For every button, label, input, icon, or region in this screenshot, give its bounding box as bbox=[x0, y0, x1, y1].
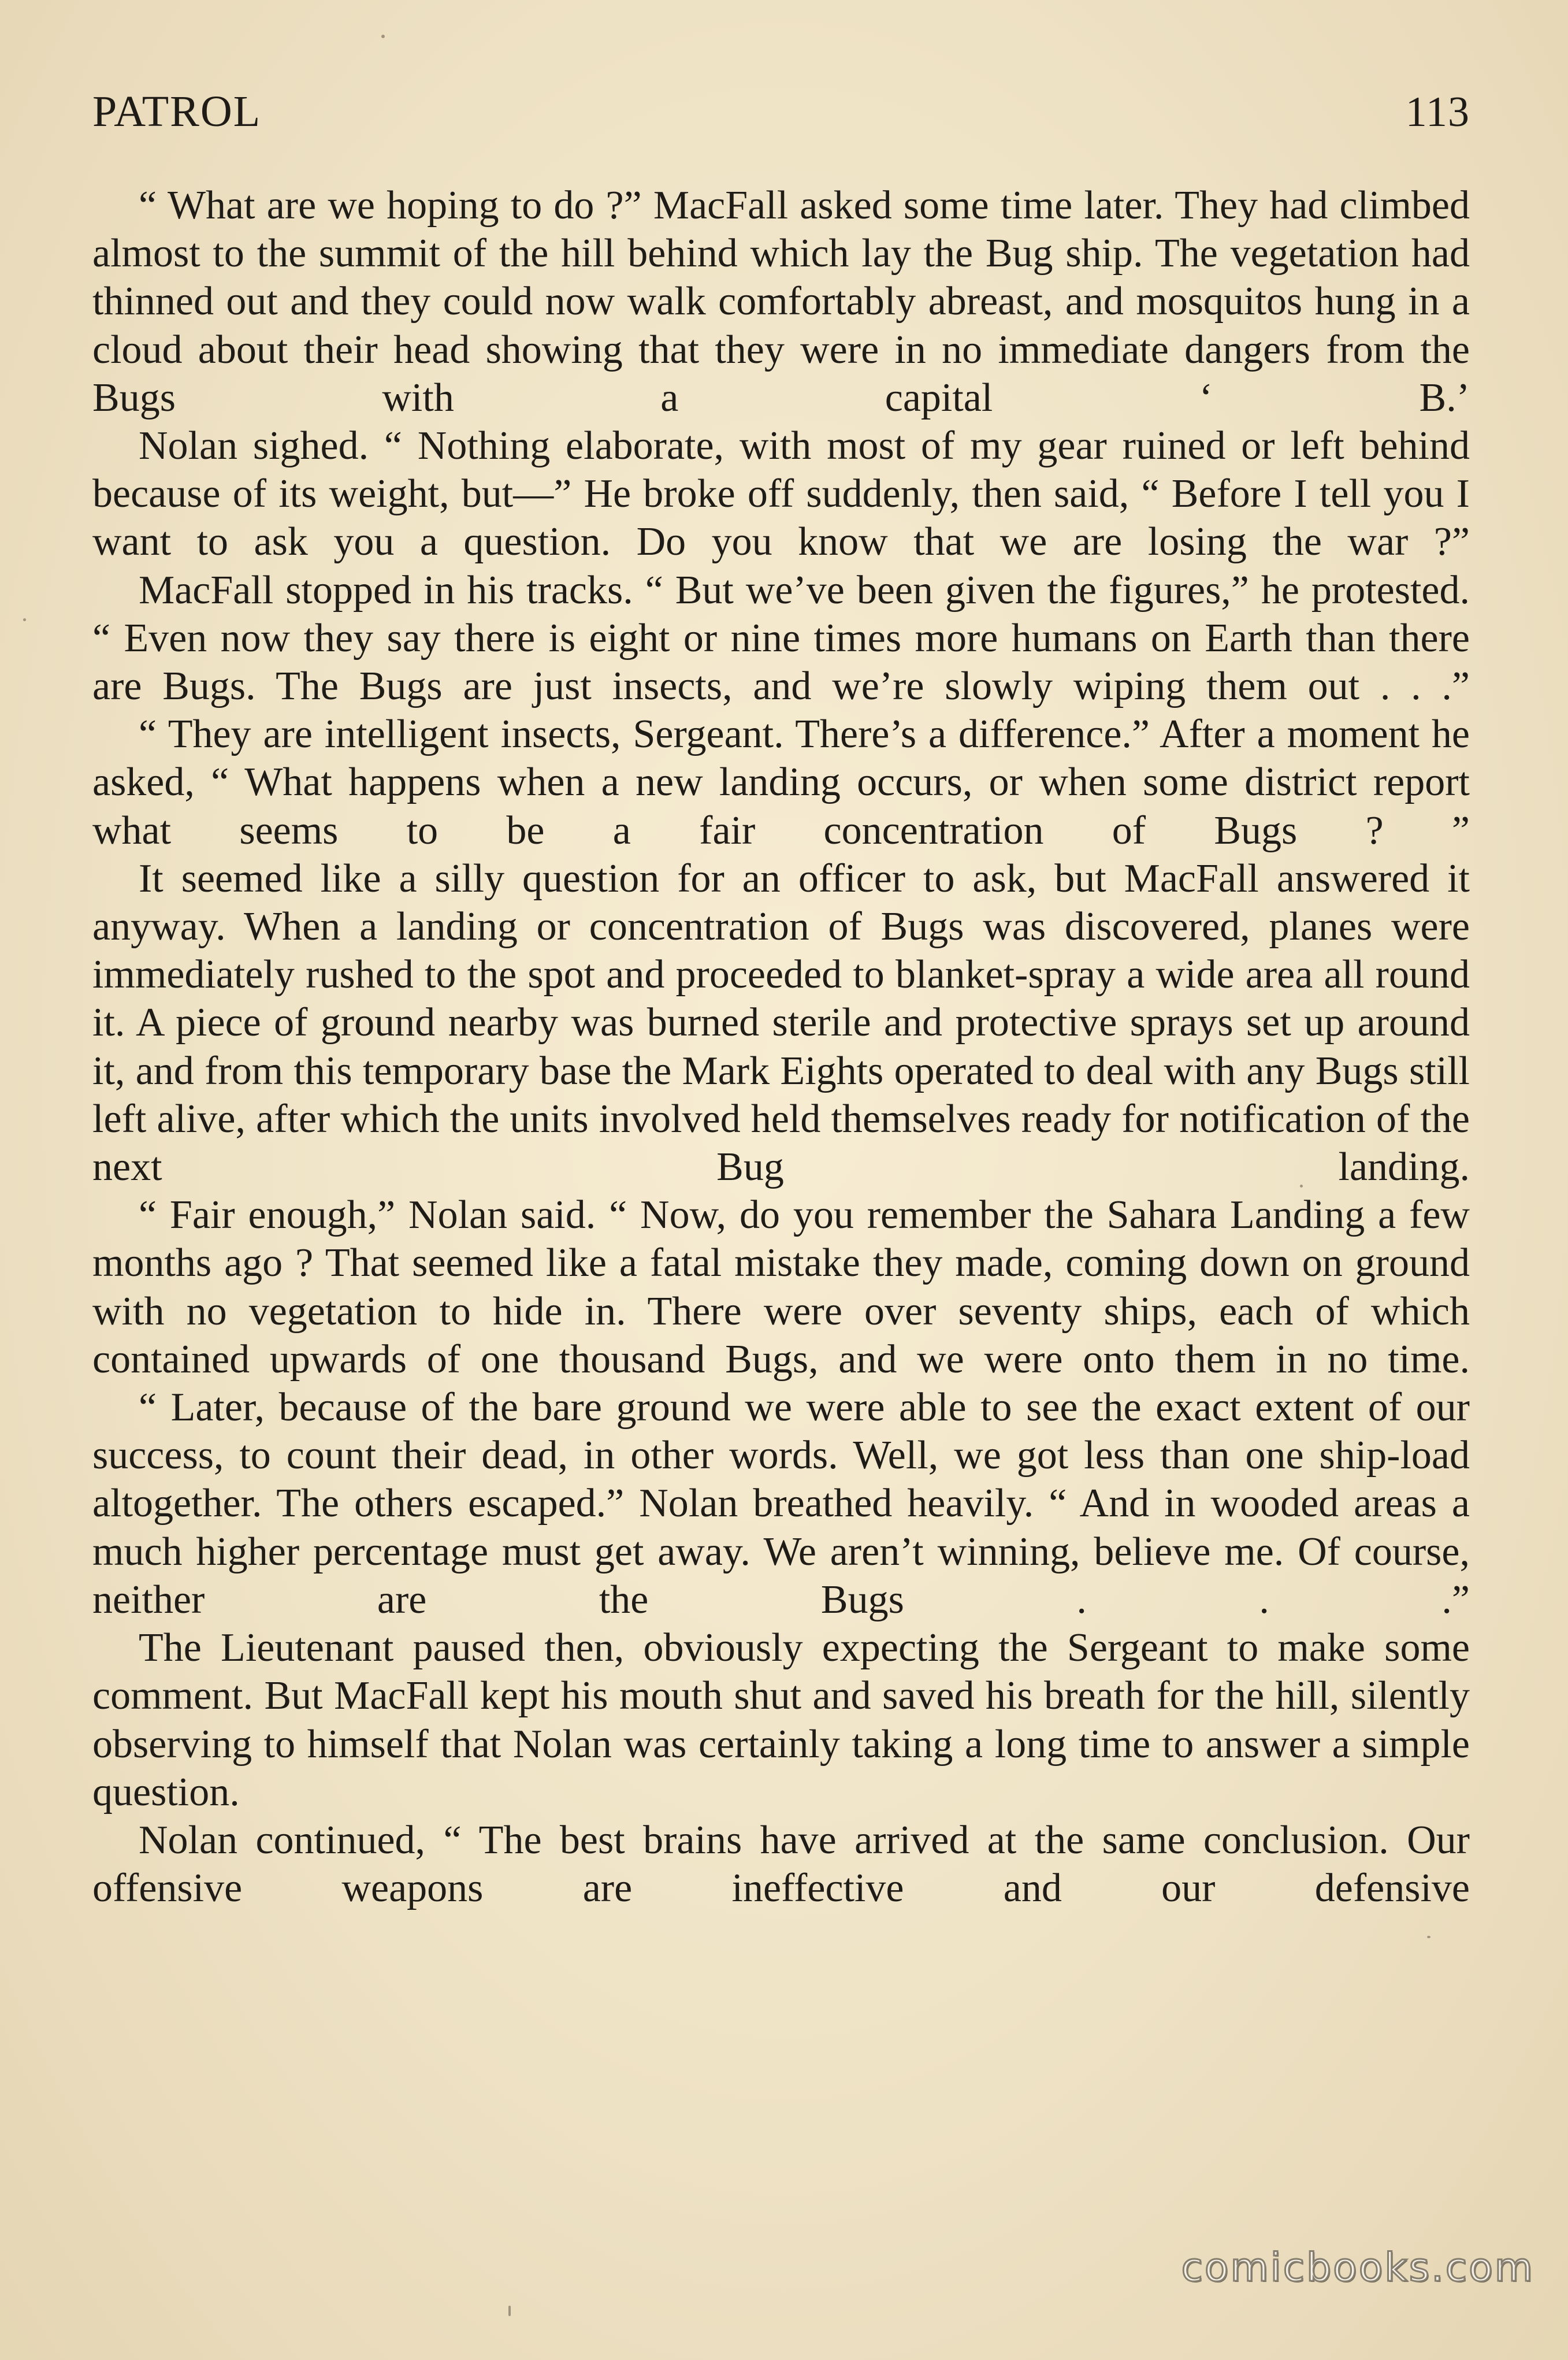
paragraph: “ What are we hoping to do ?” MacFall asked some time later. They had climbed almost to the summit of the hill behind which lay the Bug ship. The vegetation had thinned out and they could now walk comfortably abreast, and mosquitos hung in a cloud about their head showing that they were in no immediate dangers from the Bugs with a capital ‘ B.’ bbox=[92, 183, 1470, 420]
paragraph: Nolan continued, “ The best brains have arrived at the same conclusion. Our offensive weapons are ineffective and our defensive bbox=[92, 1817, 1470, 1911]
watermark: comicbooks.com bbox=[1181, 2245, 1534, 2291]
paragraph: It seemed like a silly question for an officer to ask, but MacFall answered it anyway. When a landing or concentration of Bugs was discovered, planes were immediately rushed to the spot and proceeded to blanket-spray a wide area all round it. A piece of ground nearby was burned sterile and protective sprays set up around it, and from this temporary base the Mark Eights operated to deal with any Bugs still left alive, after which the units involved held themselves ready for notification of the next Bug landing. bbox=[92, 856, 1470, 1190]
paper-speck bbox=[508, 2306, 511, 2316]
paragraph: The Lieutenant paused then, obviously expecting the Sergeant to make some comment. But MacFall kept his mouth shut and saved his breath for the hill, silently observing to himself that Nolan was certainly taking a long time to answer a simple question. bbox=[92, 1626, 1470, 1814]
page-number: 113 bbox=[1405, 88, 1470, 136]
paper-speck bbox=[1427, 1936, 1430, 1938]
running-head bbox=[92, 87, 1470, 144]
paragraph: “ Fair enough,” Nolan said. “ Now, do you remember the Sahara Landing a few months ago ? That seemed like a fatal mistake they made, coming down on ground with no vegetation to hide in. There were over seventy ships, each of which contained upwards of one thousand Bugs, and we were onto them in no time. bbox=[92, 1193, 1470, 1382]
body-text bbox=[92, 181, 1470, 1912]
paragraph: “ They are intelligent insects, Sergeant. There’s a difference.” After a moment he asked, “ What happens when a new landing occurs, or when some district report what seems to be a fair concentration of Bugs ? ” bbox=[92, 712, 1470, 853]
paragraph: MacFall stopped in his tracks. “ But we’ve been given the figures,” he protested. “ Even now they say there is eight or nine times more humans on Earth than there are Bugs. The Bugs are just insects, and we’re slowly wiping them out . . .” bbox=[92, 567, 1470, 709]
paper-speck bbox=[23, 618, 26, 621]
paragraph: Nolan sighed. “ Nothing elaborate, with most of my gear ruined or left behind because of its weight, but—” He broke off suddenly, then said, “ Before I tell you I want to ask you a question. Do you know that we are losing the war ?” bbox=[92, 424, 1470, 565]
paragraph: “ Later, because of the bare ground we were able to see the exact extent of our success, to count their dead, in other words. Well, we got less than one ship-load altogether. The others escaped.” Nolan breathed heavily. “ And in wooded areas a much higher percentage must get away. We aren’t winning, believe me. Of course, neither are the Bugs . . .” bbox=[92, 1385, 1470, 1622]
paper-speck bbox=[381, 35, 385, 38]
running-head-title: PATROL bbox=[92, 87, 262, 136]
